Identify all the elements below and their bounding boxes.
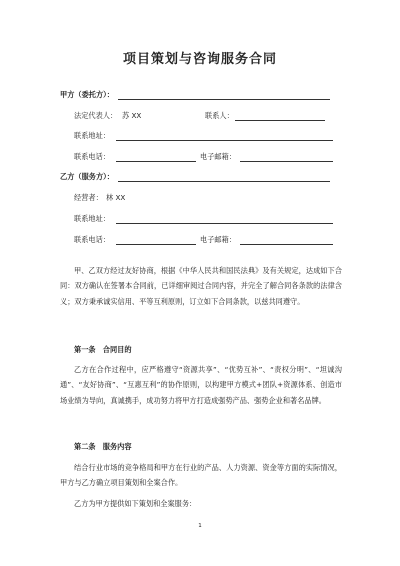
- party-a-contact-line: [235, 120, 325, 121]
- article-2-line2: 乙方为甲方提供如下策划和全案服务：: [74, 499, 197, 508]
- party-a-address-line: [116, 140, 333, 141]
- article-2-body: 结合行业市场的竞争格局和甲方在行业的产品、人力资源、资金等方面的实际情况，甲方与乙方确立项目策划和全案合作。: [60, 463, 342, 488]
- party-a-phone-label: 联系电话：: [74, 152, 110, 161]
- party-b-phone-label: 联系电话：: [74, 235, 110, 244]
- party-a-rep-value: 苏 XX: [122, 111, 142, 120]
- intro-paragraph: 甲、乙双方经过友好协商，根据《中华人民共和国民法典》及有关规定，达成如下合同：双方确认在签署本合同前，已详细审阅过合同内容，并完全了解合同各条款的法律含义；双方秉承诚实信用、平等互利原则，订立如下合同条款，以兹共同遵守。: [60, 266, 342, 306]
- party-b-address-label: 联系地址：: [74, 214, 110, 223]
- page-title: 项目策划与咨询服务合同: [122, 52, 277, 67]
- party-b-email-label: 电子邮箱：: [200, 235, 236, 244]
- party-b-heading: 乙方（服务方）：: [60, 172, 114, 181]
- party-a-contact-label: 联系人：: [205, 111, 234, 120]
- party-b-email-line: [240, 244, 333, 245]
- article-2-heading: 第二条 服务内容: [74, 442, 132, 451]
- party-b-address-line: [116, 223, 333, 224]
- party-a-rep-label: 法定代表人：: [74, 111, 118, 120]
- article-1-body: 乙方在合作过程中，应严格遵守“资源共享”、“优势互补”、“责权分明”、“坦诚沟通”、“友好协商”、“互惠互利”的协作原则，以构建甲方模式+团队+资源体系、创造市场业绩为导向，真诚携手，成功努力将甲方打造成强势产品、强势企业和著名品牌。: [60, 365, 342, 405]
- party-a-name-line: [118, 99, 330, 100]
- page-number: 1: [198, 523, 202, 529]
- party-a-email-line: [240, 161, 333, 162]
- party-a-email-label: 电子邮箱：: [200, 152, 236, 161]
- party-b-phone-line: [116, 244, 196, 245]
- party-b-operator-label: 经营者：: [74, 193, 103, 202]
- party-b-name-line: [118, 181, 330, 182]
- article-1-heading: 第一条 合同目的: [74, 345, 132, 354]
- party-a-address-label: 联系地址：: [74, 131, 110, 140]
- party-a-phone-line: [116, 161, 196, 162]
- party-b-operator-value: 林 XX: [106, 193, 126, 202]
- party-a-heading: 甲方（委托方）：: [60, 90, 114, 99]
